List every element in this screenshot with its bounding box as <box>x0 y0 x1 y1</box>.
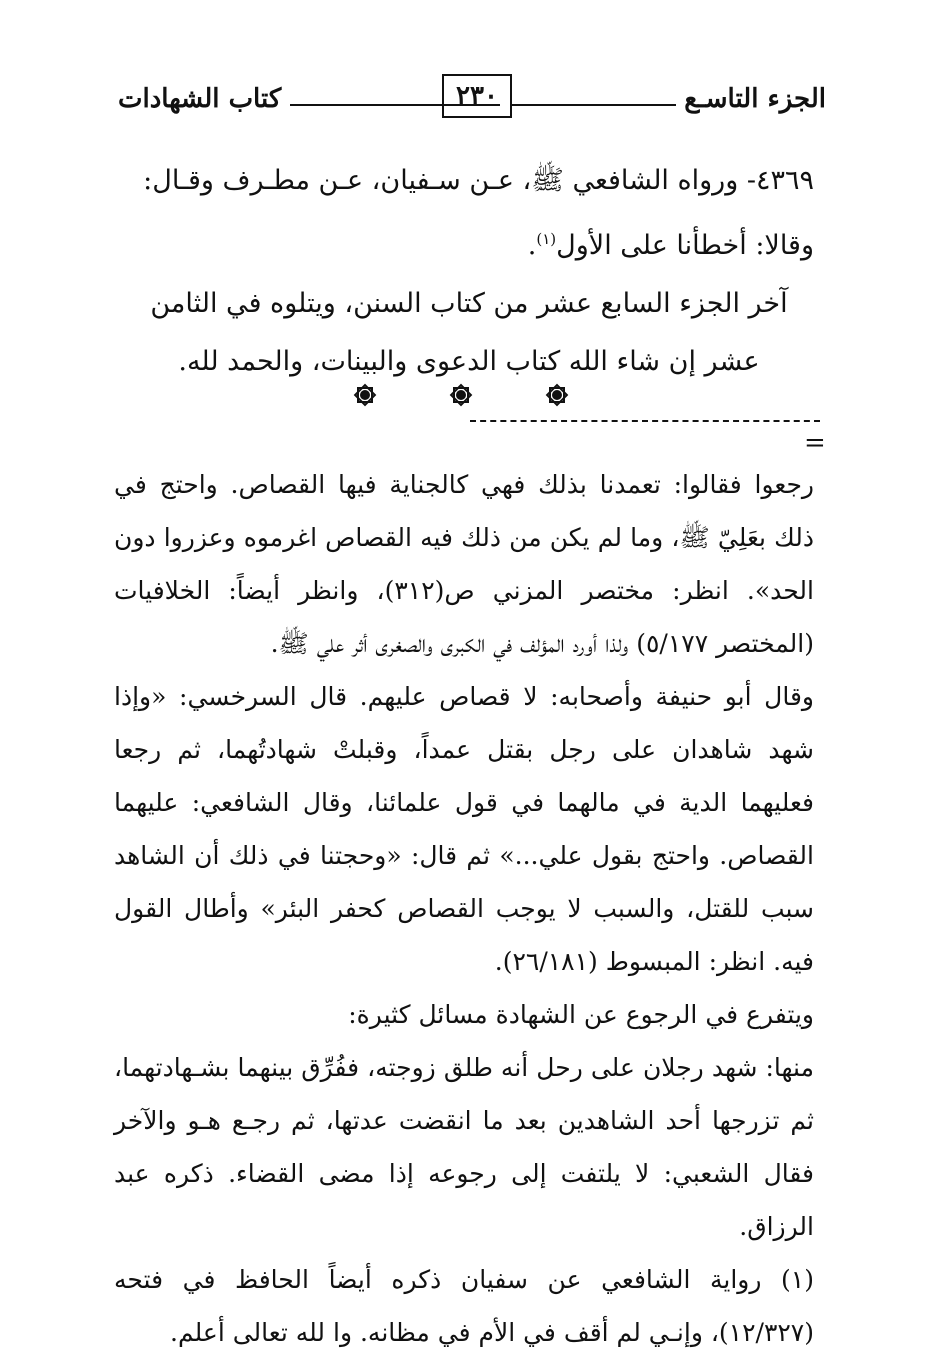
notes-area <box>114 458 814 1359</box>
header-rule-left <box>290 104 500 106</box>
note-paragraph-3: ويتفرع في الرجوع عن الشهادة مسائل كثيرة: <box>348 1000 814 1029</box>
running-header <box>118 72 826 124</box>
footnote-separator <box>470 420 820 422</box>
footnote-1: (١) رواية الشافعي عن سفيان ذكره أيضاً الحافظ في فتحه (١٢/٣٢٧)، وإنـي لم أقف في الأم في مظانه. وا لله تعالى أعلم. <box>114 1265 814 1347</box>
ornament-icon <box>542 380 572 410</box>
footnote-marker: (١) <box>536 230 557 248</box>
colophon: آخر الجزء السابع عشر من كتاب السنن، ويتلوه في الثامن عشر إن شاء الله كتاب الدعوى والبينات، والحمد لله. <box>150 288 788 377</box>
volume-title: الجزء التاسـع <box>684 84 826 114</box>
ornament-icon <box>350 380 380 410</box>
continuation-mark: = <box>804 428 826 458</box>
note-paragraph-2: وقال أبو حنيفة وأصحابه: لا قصاص عليهم. قال السرخسي: «وإذا شهد شاهدان على رجل بقتل عمداً، وقبلتْ شهادتُهما، ثم رجعا فعليهما الدية في مالهما في قول علمائنا، وقال الشافعي: عليهما القصاص. واحتج بقول علي...» ثم قال: «وحجتنا في ذلك أن الشاهد سبب للقتل، والسبب لا يوجب القصاص كحفر البئر» وأطال القول فيه. انظر: المبسوط (٢٦/١٨١). <box>114 682 814 976</box>
hadith-end: . <box>527 230 537 261</box>
ornament-icon <box>446 380 476 410</box>
hadith-paragraph <box>124 152 814 275</box>
hadith-line-1: ٤٣٦٩- ورواه الشافعي ﷺ، عـن سـفيان، عـن مطـرف وقـال: <box>143 165 814 196</box>
note-paragraph-4: منها: شهد رجلان على رحل أنه طلق زوجته، ففُرِّق بينهما بشـهادتهما، ثم تزرجها أحد الشاهدين بعد ما انقضت عدتها، ثم رجـع هـو والآخر فقال الشعبي: لا يلتفت إلى رجوعه إذا مضى القضاء. ذكره عبد الرزاق. <box>114 1053 814 1241</box>
header-rule-right <box>510 104 676 106</box>
book-title: كتاب الشهادات <box>118 84 282 114</box>
main-text <box>124 152 814 391</box>
note-paragraph-1: رجعوا فقالوا: تعمدنا بذلك فهي كالجناية فيها القصاص. واحتج في ذلك بعَلِيّ ﷺ، وما لم يكن من ذلك فيه القصاص اغرموه وعزروا دون الحد». انظر: مختصر المزني ص(٣١٢)، وانظر أيضاً: الخلافيات (المختصر ٥/١٧٧) ولذا أورد المؤلف في الكبرى والصغرى أثر علي ﷺ. <box>114 470 814 658</box>
page-number: ٢٣٠ <box>442 74 512 118</box>
hadith-line-2: وقالا: أخطأنا على الأول <box>556 230 814 261</box>
ornament-row <box>350 380 576 420</box>
